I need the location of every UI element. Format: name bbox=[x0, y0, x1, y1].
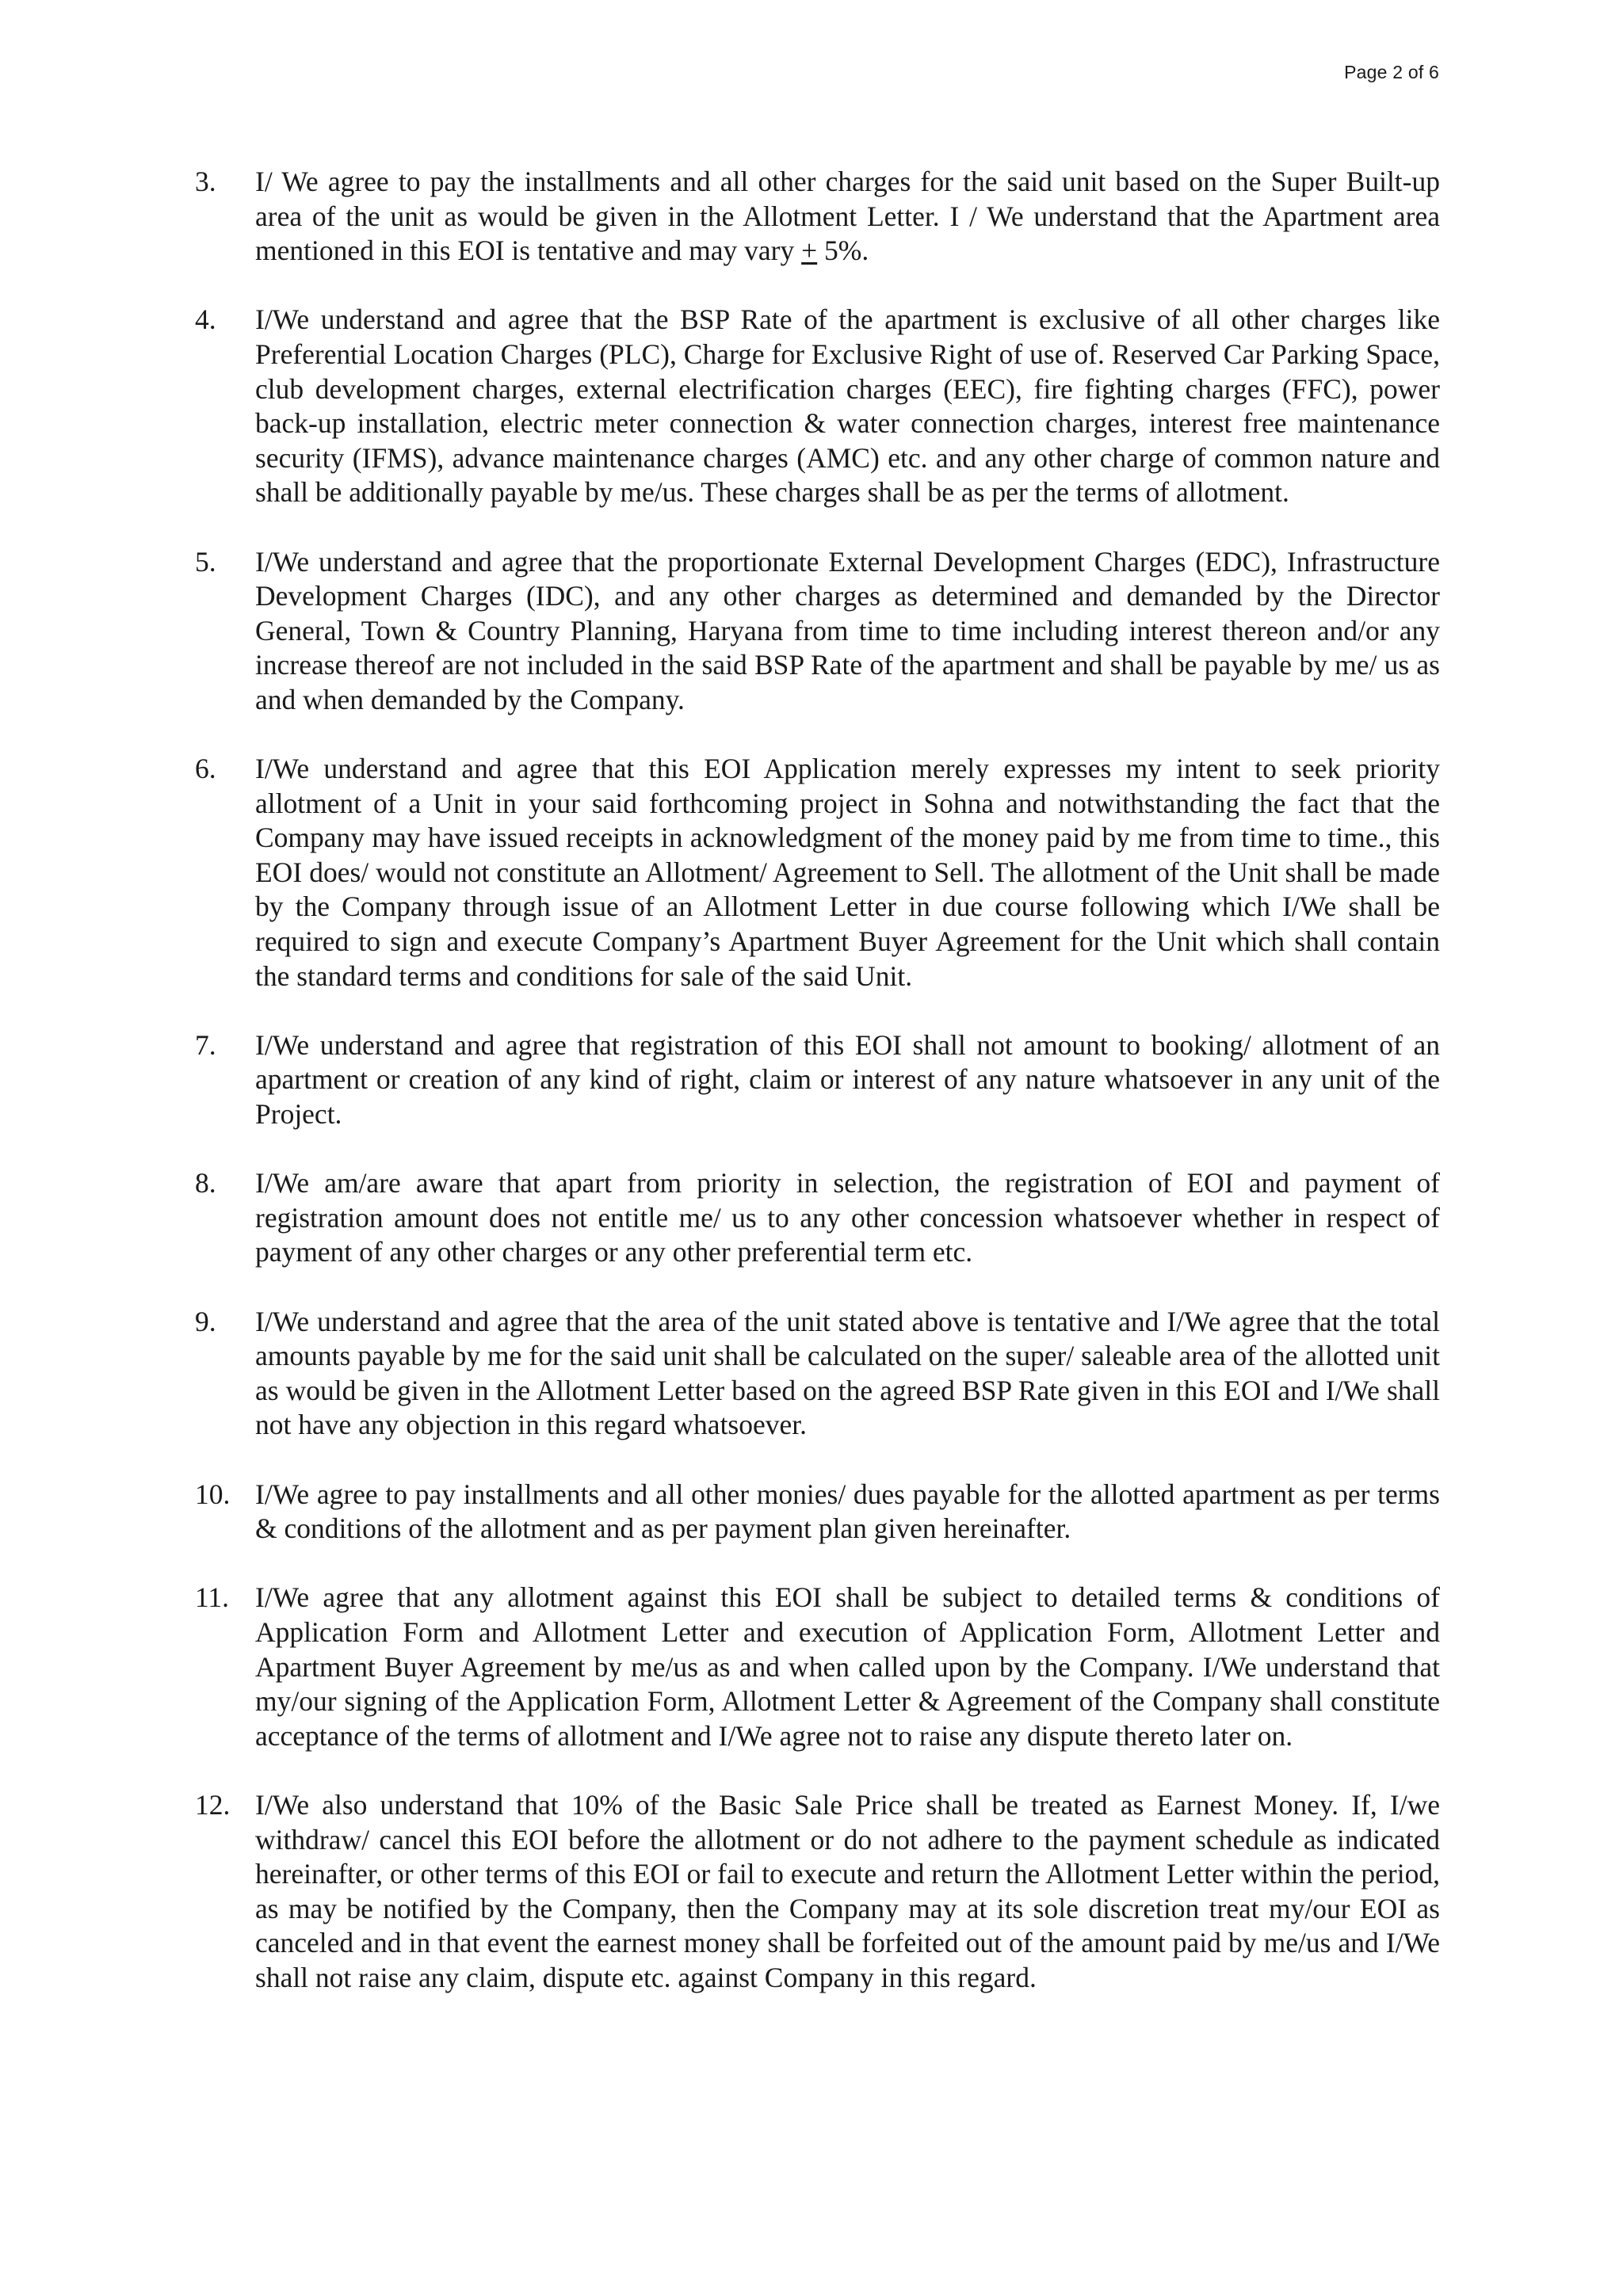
clause-number: 10. bbox=[195, 1478, 231, 1510]
clause-text: I/We understand and agree that registration of this EOI shall not amount to booking/ allotment of an apartment or creation of any kind of right, claim or interest of any nature whatsoever in any unit of the Project. bbox=[255, 1028, 1440, 1131]
clause-text-part: 5%. bbox=[817, 235, 869, 267]
clause-12 bbox=[0, 1788, 1623, 1996]
clause-9 bbox=[0, 1305, 1623, 1443]
clause-text: I/We understand and agree that the area of the unit stated above is tentative and I/We agree that the total amounts payable by me for the said unit shall be calculated on the super/ saleable area of the allotted unit as would be given in the Allotment Letter based on the agreed BSP Rate given in this EOI and I/We shall not have any objection in this regard whatsoever. bbox=[255, 1305, 1440, 1441]
clause-number: 5. bbox=[195, 545, 216, 578]
clause-10 bbox=[0, 1478, 1623, 1547]
clause-list bbox=[0, 165, 1623, 2030]
clause-number: 6. bbox=[195, 753, 216, 785]
clause-4 bbox=[0, 303, 1623, 510]
clause-text: I/We understand and agree that the proportionate External Development Charges (EDC), Infrastructure Development Charges (IDC), and any other charges as determined and demanded by the Director General, Town & Country Planning, Haryana from time to time including interest thereon and/or any increase thereof are not included in the said BSP Rate of the apartment and shall be payable by me/ us as and when demanded by the Company. bbox=[255, 545, 1440, 715]
clause-text: I/We agree that any allotment against this EOI shall be subject to detailed terms & conditions of Application Form and Allotment Letter and execution of Application Form, Allotment Letter and Apartment Buyer Agreement by me/us as and when called upon by the Company. I/We understand that my/our signing of the Application Form, Allotment Letter & Agreement of the Company shall constitute acceptance of the terms of allotment and I/We agree not to raise any dispute thereto later on. bbox=[255, 1581, 1440, 1752]
clause-text: I/We understand and agree that the BSP Rate of the apartment is exclusive of all other charges like Preferential Location Charges (PLC), Charge for Exclusive Right of use of. Reserved Car Parking Space, club development charges, external electrification charges (EEC), fire fighting charges (FFC), power back-up installation, electric meter connection & water connection charges, interest free maintenance security (IFMS), advance maintenance charges (AMC) etc. and any other charge of common nature and shall be additionally payable by me/us. These charges shall be as per the terms of allotment. bbox=[255, 303, 1440, 509]
clause-number: 9. bbox=[195, 1305, 216, 1337]
clause-number: 3. bbox=[195, 166, 216, 197]
page-number: Page 2 of 6 bbox=[1344, 62, 1439, 82]
clause-text-part: I/ We agree to pay the installments and all other charges for the said unit based on the Super Built-up area of the unit as would be given in the Allotment Letter. I / We understand that the Apartment area mentioned in this EOI is tentative and may vary bbox=[255, 166, 1440, 267]
clause-text: I/We am/are aware that apart from priority in selection, the registration of EOI and payment of registration amount does not entitle me/ us to any other concession whatsoever whether in respect of payment of any other charges or any other preferential term etc. bbox=[255, 1167, 1440, 1268]
plus-minus-symbol: + bbox=[801, 235, 818, 267]
clause-7 bbox=[0, 1028, 1623, 1132]
clause-text bbox=[255, 165, 1440, 269]
clause-number: 8. bbox=[195, 1167, 216, 1199]
clause-number: 7. bbox=[195, 1028, 216, 1061]
clause-text: I/We also understand that 10% of the Basic Sale Price shall be treated as Earnest Money. If, I/we withdraw/ cancel this EOI before the allotment or do not adhere to the payment schedule as indicated hereinafter, or other terms of this EOI or fail to execute and return the Allotment Letter within the period, as may be notified by the Company, then the Company may at its sole discretion treat my/our EOI as canceled and in that event the earnest money shall be forfeited out of the amount paid by me/us and I/We shall not raise any claim, dispute etc. against Company in this regard. bbox=[255, 1788, 1440, 1993]
clause-11 bbox=[0, 1581, 1623, 1753]
clause-5 bbox=[0, 545, 1623, 718]
clause-number: 12. bbox=[195, 1788, 231, 1821]
clause-8 bbox=[0, 1166, 1623, 1270]
clause-6 bbox=[0, 752, 1623, 994]
clause-text: I/We understand and agree that this EOI Application merely expresses my intent to seek priority allotment of a Unit in your said forthcoming project in Sohna and notwithstanding the fact that the Company may have issued receipts in acknowledgment of the money paid by me from time to time., this EOI does/ would not constitute an Allotment/ Agreement to Sell. The allotment of the Unit shall be made by the Company through issue of an Allotment Letter in due course following which I/We shall be required to sign and execute Company’s Apartment Buyer Agreement for the Unit which shall contain the standard terms and conditions for sale of the said Unit. bbox=[255, 753, 1440, 992]
clause-number: 4. bbox=[195, 303, 216, 336]
clause-3 bbox=[0, 165, 1623, 269]
clause-text: I/We agree to pay installments and all other monies/ dues payable for the allotted apartment as per terms & conditions of the allotment and as per payment plan given hereinafter. bbox=[255, 1478, 1440, 1545]
clause-number: 11. bbox=[195, 1581, 230, 1614]
